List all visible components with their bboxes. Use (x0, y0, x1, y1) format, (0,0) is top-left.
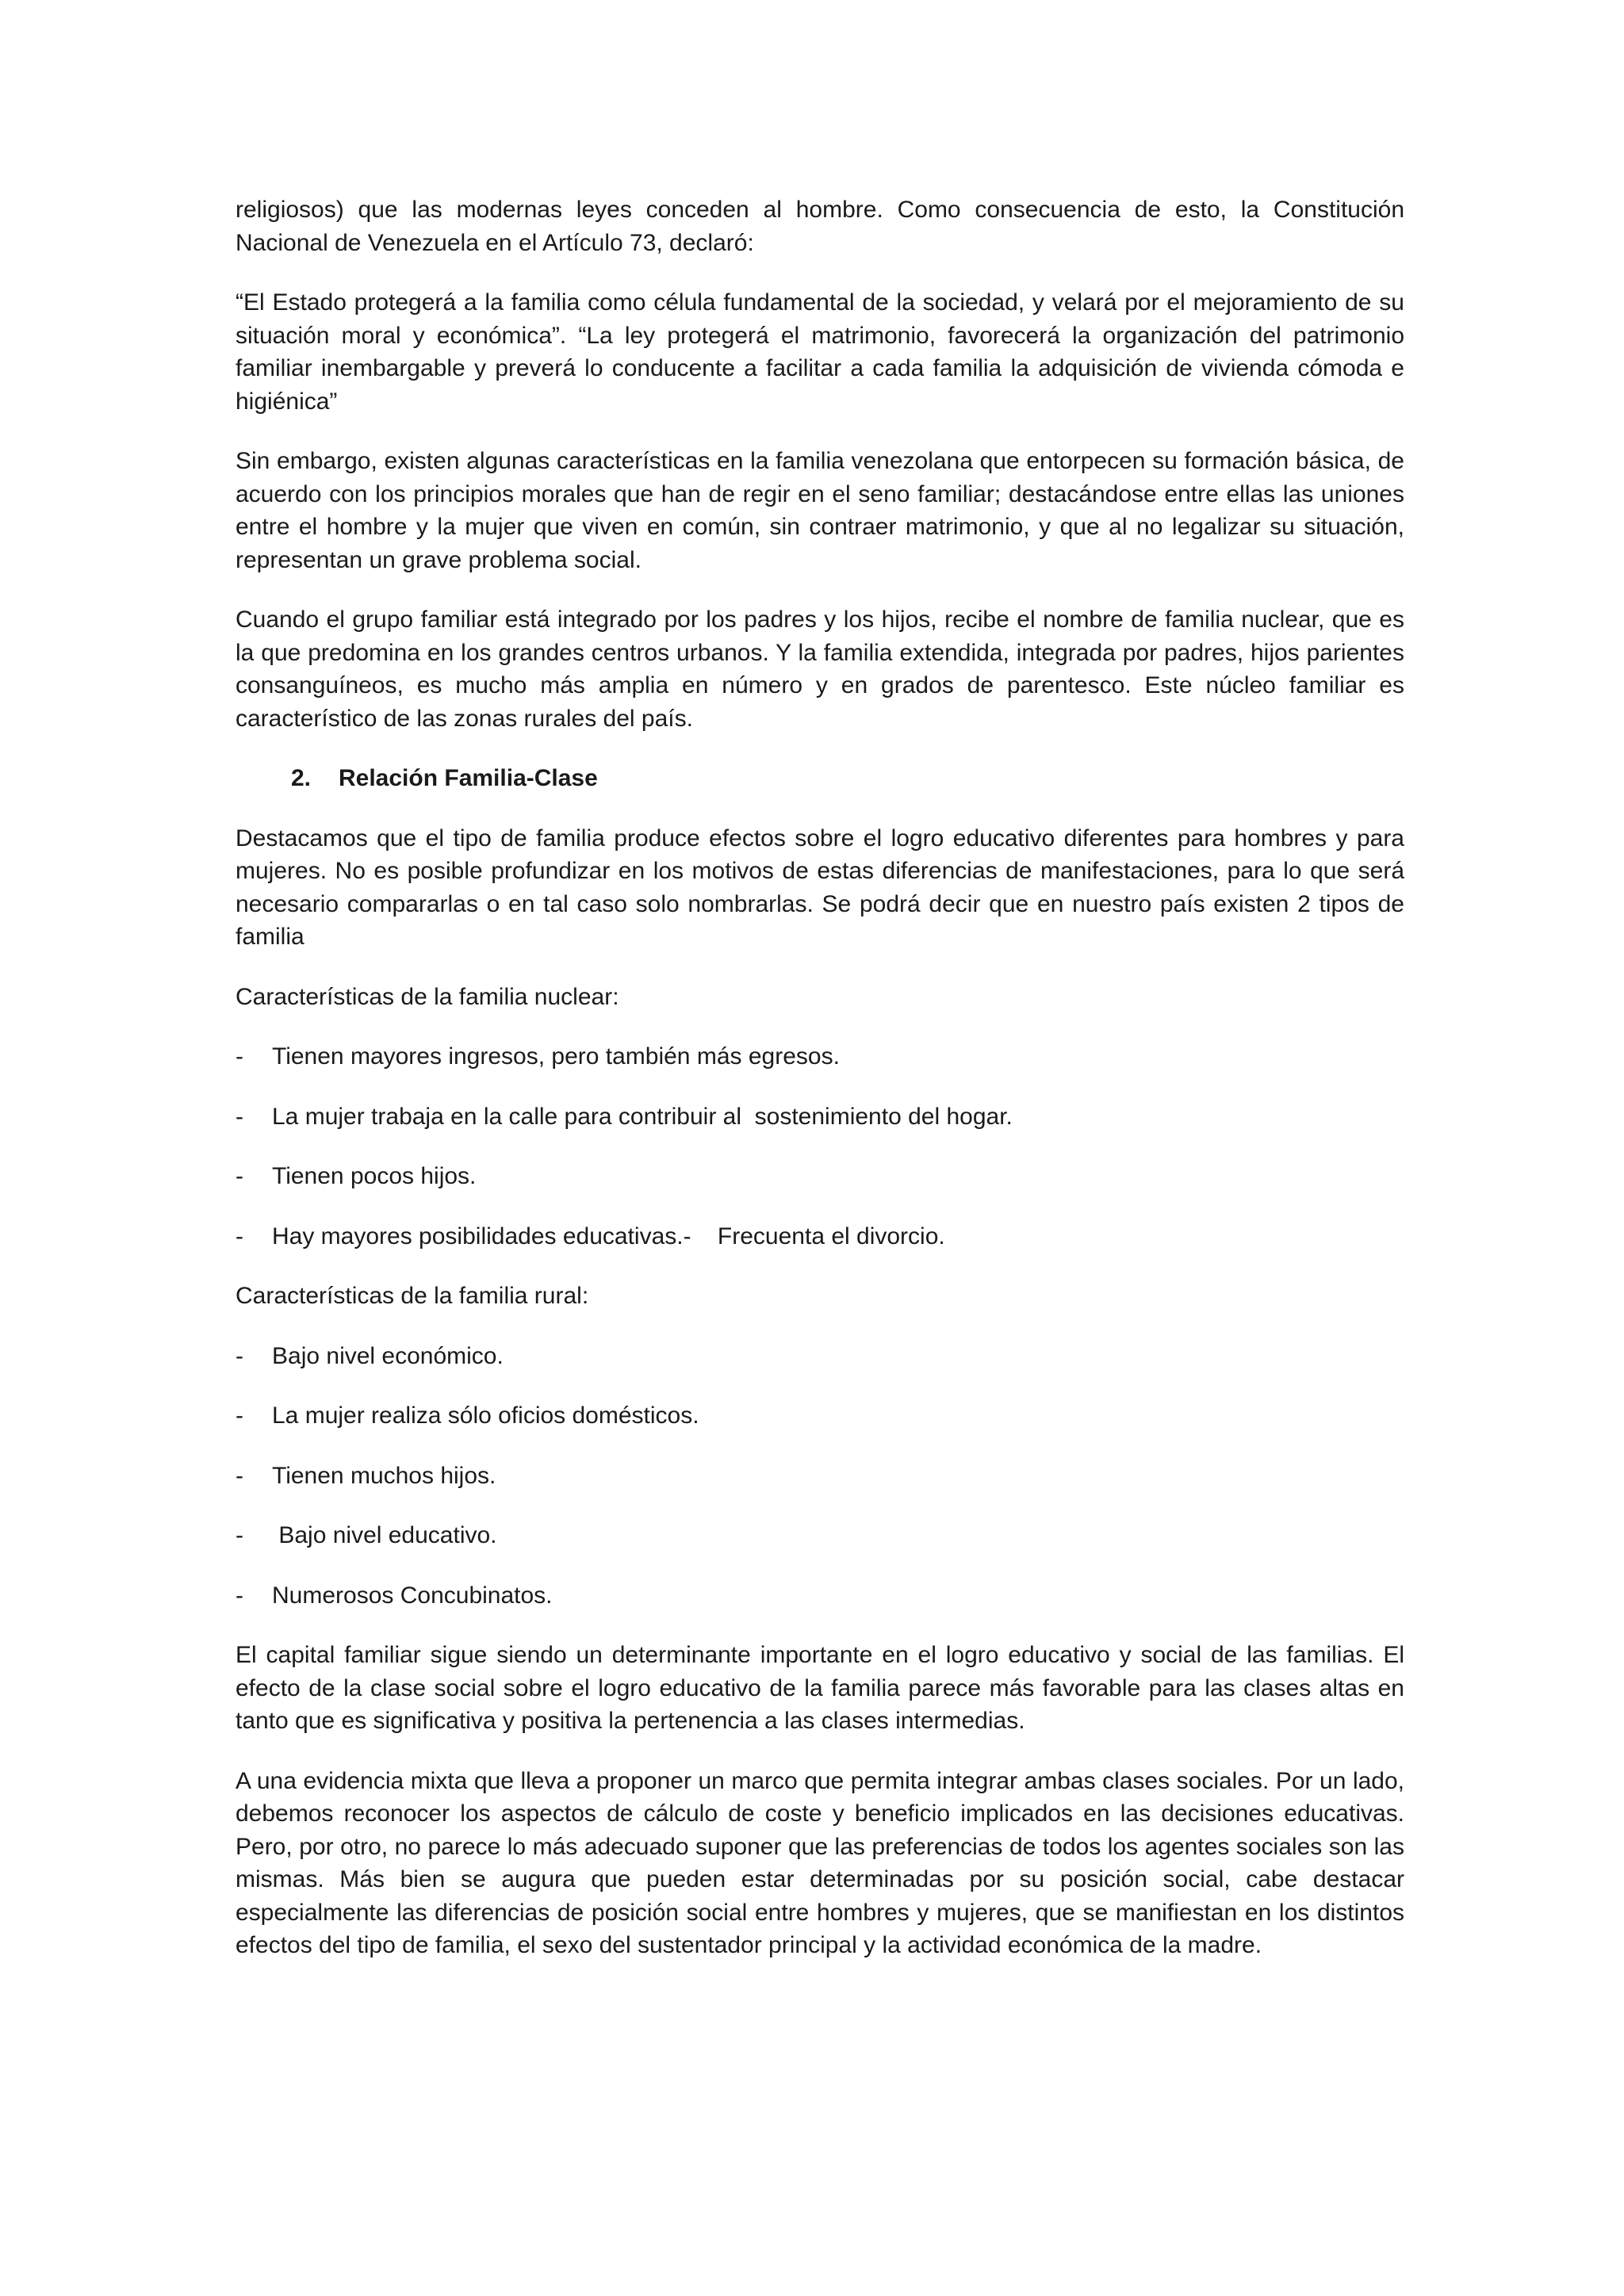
bullet-dash: - (236, 1522, 243, 1548)
list-item-text: La mujer trabaja en la calle para contribuir al sostenimiento del hogar. (272, 1103, 1013, 1130)
bullet-dash: - (236, 1402, 243, 1429)
paragraph-characteristics: Sin embargo, existen algunas características en la familia venezolana que entorpecen su formación básica, de acuerdo con los principios morales que han de regir en el seno familiar; destacándose entre ellas las uniones entre el hombre y la mujer que viven en común, sin contraer matrimonio, y que al no legalizar su situación, representan un grave problema social. (236, 448, 1404, 573)
section-number: 2. (291, 765, 312, 791)
bullet-dash: - (236, 1103, 243, 1130)
paragraph-family-capital: El capital familiar sigue siendo un determinante importante en el logro educativo y social de las familias. El efecto de la clase social sobre el logro educativo de la familia parece más favorable para las clases altas en tanto que es significativa y positiva la pertenencia a las clases intermedias. (236, 1642, 1404, 1734)
list-item (236, 1519, 1404, 1552)
list-item (236, 1579, 1404, 1613)
list-item (236, 1100, 1404, 1134)
list-item-text: Bajo nivel educativo. (272, 1522, 497, 1548)
list-item (236, 1160, 1404, 1193)
list-item (236, 1460, 1404, 1493)
bullet-dash: - (236, 1582, 243, 1609)
list-item (236, 1340, 1404, 1373)
rural-family-list (236, 1340, 1404, 1613)
list-item (236, 1040, 1404, 1073)
paragraph-section-intro: Destacamos que el tipo de familia produce efectos sobre el logro educativo diferentes para hombres y para mujeres. No es posible profundizar en los motivos de estas diferencias de manifestaciones, para lo que será necesario compararlas o en tal caso solo nombrarlas. Se podrá decir que en nuestro país existen 2 tipos de familia (236, 825, 1404, 950)
nuclear-family-list (236, 1040, 1404, 1253)
paragraph-family-types: Cuando el grupo familiar está integrado por los padres y los hijos, recibe el nombre de familia nuclear, que es la que predomina en los grandes centros urbanos. Y la familia extendida, integrada por padres, hijos parientes consanguíneos, es mucho más amplia en número y en grados de parentesco. Este núcleo familiar es característico de las zonas rurales del país. (236, 607, 1404, 732)
list-item-text: Tienen mayores ingresos, pero también más egresos. (272, 1043, 840, 1070)
list-item-text: Tienen muchos hijos. (272, 1462, 496, 1489)
bullet-dash: - (236, 1462, 243, 1489)
bullet-dash: - (236, 1163, 243, 1189)
rural-family-label: Características de la familia rural: (236, 1283, 589, 1309)
list-item (236, 1399, 1404, 1433)
nuclear-family-label: Características de la familia nuclear: (236, 983, 619, 1010)
bullet-dash: - (236, 1043, 243, 1070)
list-item-text: Tienen pocos hijos. (272, 1163, 477, 1189)
bullet-dash: - (236, 1342, 243, 1369)
paragraph-constitution-intro: religiosos) que las modernas leyes conceden al hombre. Como consecuencia de esto, la Constitución Nacional de Venezuela en el Artículo 73, declaró: (236, 197, 1404, 256)
list-item-text: Numerosos Concubinatos. (272, 1582, 553, 1609)
list-item-text: Hay mayores posibilidades educativas.- Frecuenta el divorcio. (272, 1223, 945, 1249)
section-title: Relación Familia-Clase (339, 765, 598, 791)
list-item-text: Bajo nivel económico. (272, 1342, 504, 1369)
list-item (236, 1220, 1404, 1253)
list-item-text: La mujer realiza sólo oficios domésticos. (272, 1402, 699, 1429)
paragraph-mixed-evidence: A una evidencia mixta que lleva a proponer un marco que permita integrar ambas clases sociales. Por un lado, debemos reconocer los aspectos de cálculo de coste y beneficio implicados en las decisiones educativas. Pero, por otro, no parece lo más adecuado suponer que las preferencias de todos los agentes sociales son las mismas. Más bien se augura que pueden estar determinadas por su posición social, cabe destacar especialmente las diferencias de posición social entre hombres y mujeres, que se manifiestan en los distintos efectos del tipo de familia, el sexo del sustentador principal y la actividad económica de la madre. (236, 1767, 1404, 1958)
bullet-dash: - (236, 1223, 243, 1249)
document-page (236, 193, 1404, 1989)
section-heading (236, 762, 1404, 795)
paragraph-article-quote: “El Estado protegerá a la familia como célula fundamental de la sociedad, y velará por el mejoramiento de su situación moral y económica”. “La ley protegerá el matrimonio, favorecerá la organización del patrimonio familiar inembargable y preverá lo conducente a facilitar a cada familia la adquisición de vivienda cómoda e higiénica” (236, 289, 1404, 415)
